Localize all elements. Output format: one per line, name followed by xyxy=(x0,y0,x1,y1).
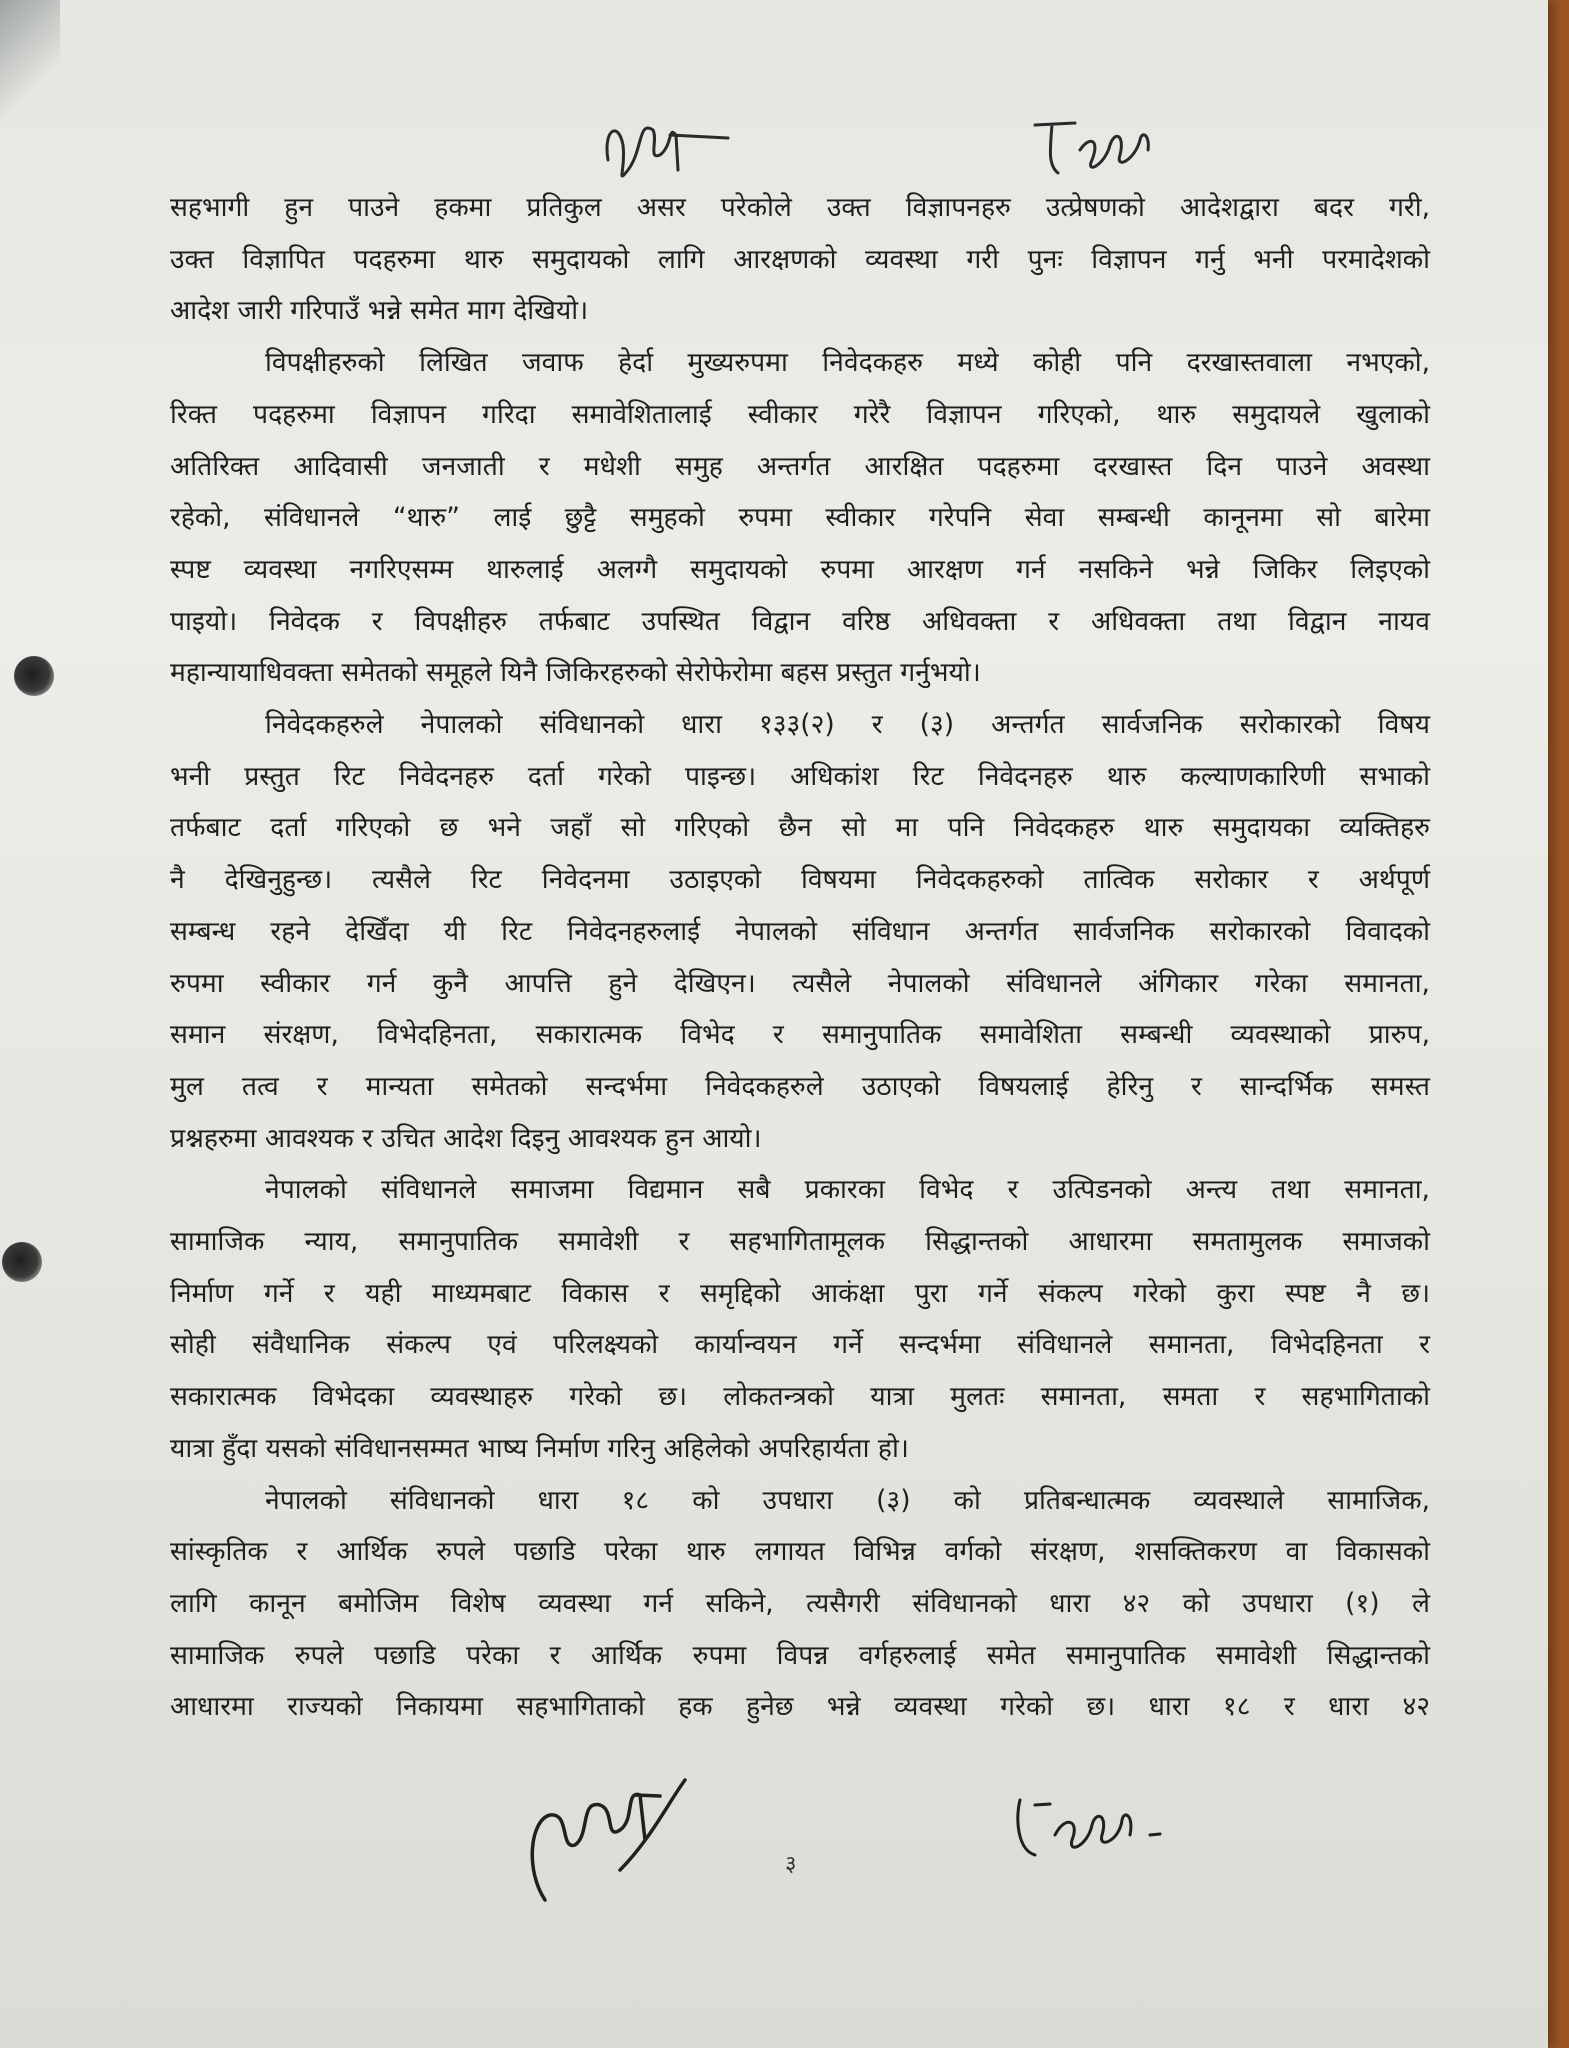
text-line: उक्त विज्ञापित पदहरुमा थारु समुदायको लागि आरक्षणको व्यवस्था गरी पुनः विज्ञापन गर्नु भनी परमादेशको xyxy=(170,243,1430,275)
text-line: आदेश जारी गरिपाउँ भन्ने समेत माग देखियो। xyxy=(170,295,589,327)
text-line: स्पष्ट व्यवस्था नगरिएसम्म थारुलाई अलग्गै समुदायको रुपमा आरक्षण गर्न नसकिने भन्ने जिकिर लिइएको xyxy=(170,553,1430,585)
text-line: सामाजिक रुपले पछाडि परेका र आर्थिक रुपमा विपन्न वर्गहरुलाई समेत समानुपातिक समावेशी सिद्धान्तको xyxy=(170,1639,1430,1671)
document-body xyxy=(170,182,1430,1733)
punch-hole-bottom xyxy=(2,1242,42,1282)
text-line: लागि कानून बमोजिम विशेष व्यवस्था गर्न सकिने, त्यसैगरी संविधानको धारा ४२ को उपधारा (१) ले xyxy=(170,1587,1430,1619)
text-line: सकारात्मक विभेदका व्यवस्थाहरु गरेको छ। लोकतन्त्रको यात्रा मुलतः समानता, समता र सहभागिताको xyxy=(170,1381,1430,1413)
text-line: निवेदकहरुले नेपालको संविधानको धारा १३३(२) र (३) अन्तर्गत सार्वजनिक सरोकारको विषय xyxy=(265,709,1430,741)
text-line: सम्बन्ध रहने देखिँदा यी रिट निवेदनहरुलाई नेपालको संविधान अन्तर्गत सार्वजनिक सरोकारको विवादको xyxy=(170,915,1430,947)
text-line: सहभागी हुन पाउने हकमा प्रतिकुल असर परेकोले उक्त विज्ञापनहरु उत्प्रेषणको आदेशद्वारा बदर गरी, xyxy=(170,192,1430,223)
text-line: यात्रा हुँदा यसको संविधानसम्मत भाष्य निर्माण गरिनु अहिलेको अपरिहार्यता हो। xyxy=(170,1432,909,1464)
text-line: भनी प्रस्तुत रिट निवेदनहरु दर्ता गरेको पाइन्छ। अधिकांश रिट निवेदनहरु थारु कल्याणकारिणी सभाको xyxy=(170,760,1430,792)
text-line: पाइयो। निवेदक र विपक्षीहरु तर्फबाट उपस्थित विद्वान वरिष्ठ अधिवक्ता र अधिवक्ता तथा विद्वान नायव xyxy=(170,605,1430,637)
text-line: प्रश्नहरुमा आवश्यक र उचित आदेश दिइनु आवश्यक हुन आयो। xyxy=(170,1122,762,1154)
text-line: सामाजिक न्याय, समानुपातिक समावेशी र सहभागितामूलक सिद्धान्तको आधारमा समतामुलक समाजको xyxy=(170,1226,1430,1258)
text-line: मुल तत्व र मान्यता समेतको सन्दर्भमा निवेदकहरुले उठाएको विषयलाई हेरिनु र सान्दर्भिक समस्त xyxy=(170,1070,1430,1102)
page-number: ३ xyxy=(785,1852,797,1877)
text-line: रहेको, संविधानले “थारु” लाई छुट्टै समुहको रुपमा स्वीकार गरेपनि सेवा सम्बन्धी कानूनमा सो बारेमा xyxy=(170,502,1430,534)
text-line: विपक्षीहरुको लिखित जवाफ हेर्दा मुख्यरुपमा निवेदकहरु मध्ये कोही पनि दरखास्तवाला नभएको, xyxy=(265,347,1430,379)
paragraph-5 xyxy=(170,1475,1430,1734)
paragraph-1 xyxy=(170,182,1430,337)
text-line: सोही संवैधानिक संकल्प एवं परिलक्ष्यको कार्यान्वयन गर्ने सन्दर्भमा संविधानले समानता, विभेदहिनता र xyxy=(170,1329,1430,1361)
text-line: आधारमा राज्यको निकायमा सहभागिताको हक हुनेछ भन्ने व्यवस्था गरेको छ। धारा १८ र धारा ४२ xyxy=(170,1691,1430,1723)
paragraph-4 xyxy=(170,1164,1430,1474)
signature-bottom-right xyxy=(1010,1780,1170,1870)
text-line: महान्यायाधिवक्ता समेतको समूहले यिनै जिकिरहरुको सेरोफेरोमा बहस प्रस्तुत गर्नुभयो। xyxy=(170,657,981,689)
text-line: अतिरिक्त आदिवासी जनजाती र मधेशी समुह अन्तर्गत आरक्षित पदहरुमा दरखास्त दिन पाउने अवस्था xyxy=(170,450,1430,482)
text-line: नेपालको संविधानले समाजमा विद्यमान सबै प्रकारका विभेद र उत्पिडनको अन्त्य तथा समानता, xyxy=(265,1174,1430,1206)
text-line: नेपालको संविधानको धारा १८ को उपधारा (३) को प्रतिबन्धात्मक व्यवस्थाले सामाजिक, xyxy=(265,1484,1430,1516)
text-line: सांस्कृतिक र आर्थिक रुपले पछाडि परेका थारु लगायत विभिन्न वर्गको संरक्षण, शसक्तिकरण वा विकासको xyxy=(170,1536,1430,1568)
signature-bottom-left xyxy=(520,1760,700,1910)
text-line: रिक्त पदहरुमा विज्ञापन गरिदा समावेशितालाई स्वीकार गरेरै विज्ञापन गरिएको, थारु समुदायले खुलाको xyxy=(170,398,1430,430)
text-line: निर्माण गर्ने र यही माध्यमबाट विकास र समृद्दिको आकंक्षा पुरा गर्ने संकल्प गरेको कुरा स्पष्ट नै छ। xyxy=(170,1277,1430,1309)
punch-hole-top xyxy=(14,656,54,696)
text-line: नै देखिनुहुन्छ। त्यसैले रिट निवेदनमा उठाइएको विषयमा निवेदकहरुको तात्विक सरोकार र अर्थपूर्ण xyxy=(170,864,1430,896)
page-corner-shadow xyxy=(0,0,60,120)
paragraph-2 xyxy=(170,337,1430,699)
text-line: समान संरक्षण, विभेदहिनता, सकारात्मक विभेद र समानुपातिक समावेशिता सम्बन्धी व्यवस्थाको प्रारुप, xyxy=(170,1019,1430,1051)
text-line: तर्फबाट दर्ता गरिएको छ भने जहाँ सो गरिएको छैन सो मा पनि निवेदकहरु थारु समुदायका व्यक्तिहरु xyxy=(170,812,1430,844)
paragraph-3 xyxy=(170,699,1430,1164)
text-line: रुपमा स्वीकार गर्न कुनै आपत्ति हुने देखिएन। त्यसैले नेपालको संविधानले अंगिकार गरेका समानता, xyxy=(170,967,1430,999)
